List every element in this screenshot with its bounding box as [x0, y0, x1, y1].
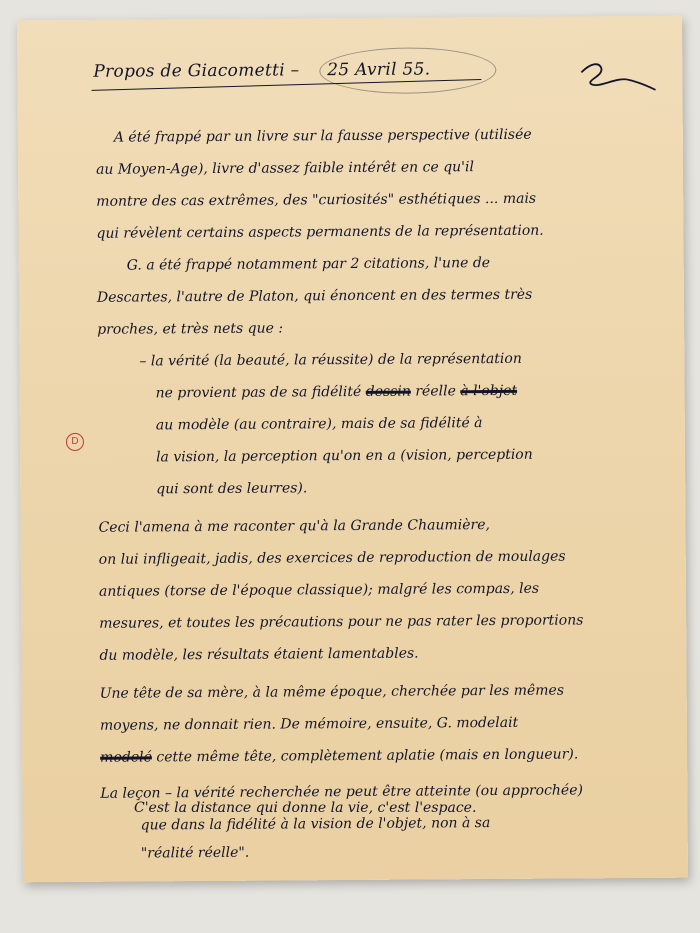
text-line: montre des cas extrêmes, des "curiosités" esthétiques ... mais: [96, 190, 537, 210]
struck-word: dessin: [365, 383, 411, 400]
text-line: au Moyen-Age), livre d'assez faible intérêt en ce qu'il: [95, 159, 475, 178]
title-date: 25 Avril 55.: [327, 59, 431, 81]
text-line: proches, et très nets que :: [97, 320, 284, 338]
document-title: [93, 59, 430, 81]
text-line: mesures, et toutes les précautions pour ne pas rater les proportions: [99, 612, 584, 632]
text-line: au modèle (au contraire), mais de sa fidélité à: [155, 415, 483, 434]
text-line: – la vérité (la beauté, la réussite) de la représentation: [139, 350, 522, 370]
text-line: du modèle, les résultats étaient lamentables.: [99, 645, 419, 664]
signature-mark: [577, 54, 657, 95]
text-line: "réalité réelle".: [140, 844, 250, 862]
text-line: qui sont des leurres).: [156, 480, 308, 498]
text-line: [100, 746, 578, 765]
text-line: Une tête de sa mère, à la même époque, cherchée par les mêmes: [99, 682, 565, 702]
text-fragment: ne provient pas de sa fidélité: [155, 383, 362, 402]
text-line: Descartes, l'autre de Platon, qui énoncent en des termes très: [96, 286, 533, 306]
struck-word: à l'objet: [460, 382, 518, 400]
text-line: [156, 383, 518, 402]
manuscript-page: [17, 16, 688, 883]
text-line: on lui infligeait, jadis, des exercices de reproduction de moulages: [98, 548, 566, 568]
text-fragment: réelle: [415, 383, 456, 400]
text-line: que dans la fidélité à la vision de l'objet, non à sa: [140, 815, 491, 834]
text-line: moyens, ne donnait rien. De mémoire, ensuite, G. modelait: [99, 714, 519, 734]
text-line: A été frappé par un livre sur la fausse perspective (utilisée: [113, 126, 532, 146]
text-fragment: cette même tête, complètement aplatie (mais en longueur).: [156, 746, 579, 766]
text-line: G. a été frappé notamment par 2 citations, l'une de: [126, 255, 491, 274]
text-line: la vision, la perception qu'on en a (vision, perception: [155, 446, 533, 466]
text-line: antiques (torse de l'époque classique); malgré les compas, les: [98, 580, 540, 600]
struck-word: modelé: [100, 749, 152, 766]
text-line: La leçon – la vérité recherchée ne peut être atteinte (ou approchée): [100, 782, 583, 802]
text-line: C'est la distance qui donne la vie, c'est l'espace.: [134, 800, 477, 816]
margin-mark-d: D: [66, 433, 84, 451]
title-text: Propos de Giacometti –: [93, 60, 300, 82]
text-line: Ceci l'amena à me raconter qu'à la Grande Chaumière,: [98, 517, 490, 536]
text-line: qui révèlent certains aspects permanents de la représentation.: [96, 222, 544, 242]
